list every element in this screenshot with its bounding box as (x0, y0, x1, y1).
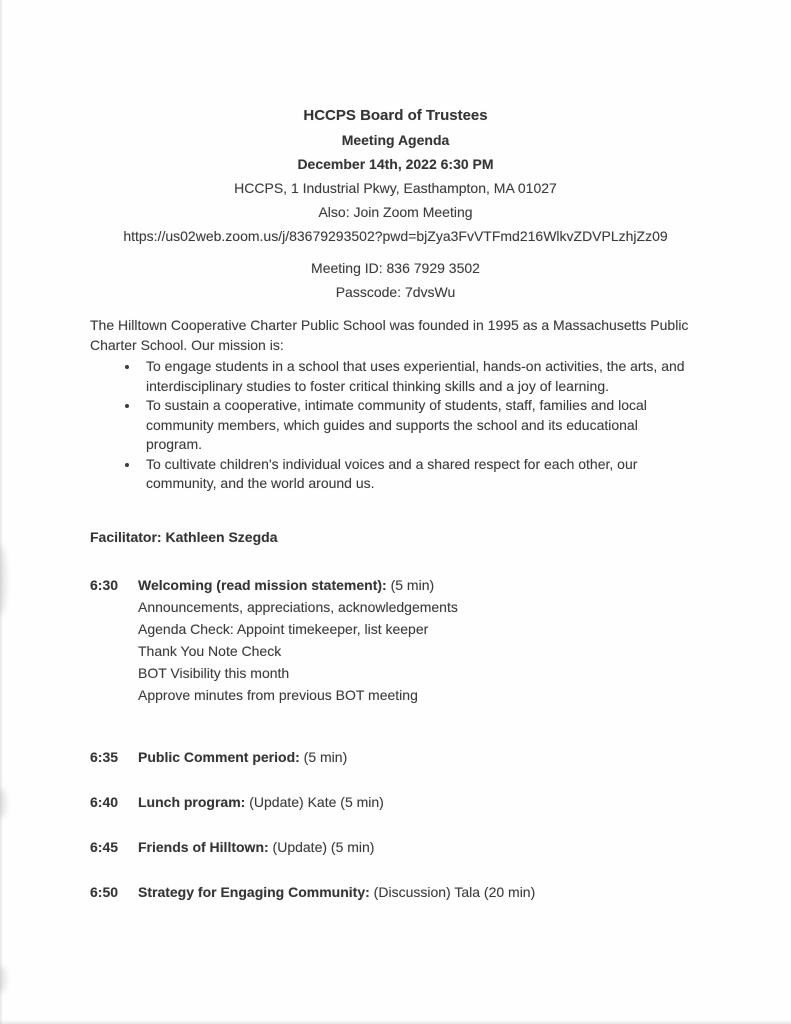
agenda-time: 6:45 (90, 838, 119, 855)
mission-intro: The Hilltown Cooperative Charter Public School was founded in 1995 as a Massachusetts Public Charter School. Our mission is: (90, 317, 689, 353)
agenda-title: Strategy for Engaging Community: (138, 883, 370, 900)
agenda-item (90, 881, 703, 903)
agenda-item (90, 574, 703, 706)
mission-bullet: • To engage students in a school that uses experiential, hands-on activities, the arts, and interdisciplinary studies to foster critical thinking skills and a joy of learning. (140, 357, 691, 396)
doc-datetime: December 14th, 2022 6:30 PM (297, 156, 494, 172)
zoom-join-label: Also: Join Zoom Meeting (318, 204, 473, 220)
meeting-id: Meeting ID: 836 7929 3502 (311, 260, 480, 276)
zoom-url: https://us02web.zoom.us/j/83679293502?pwd=bjZya3FvVTFmd216WlkvZDVPLzhjZz09 (123, 228, 668, 244)
doc-subtitle: Meeting Agenda (341, 132, 450, 148)
agenda-sub-item: Approve minutes from previous BOT meeting (138, 686, 418, 703)
doc-location: HCCPS, 1 Industrial Pkwy, Easthampton, MA 01027 (234, 180, 557, 196)
agenda-text (138, 574, 434, 596)
agenda-item-row (90, 746, 703, 768)
agenda-item (90, 746, 703, 768)
agenda-item-row (90, 881, 703, 903)
agenda-sub-item: Announcements, appreciations, acknowledgements (138, 598, 458, 615)
agenda-sub-item: Thank You Note Check (138, 642, 282, 659)
agenda-sub-item: BOT Visibility this month (138, 664, 290, 681)
agenda-text (138, 791, 384, 813)
meeting-credentials (0, 256, 791, 304)
agenda-time: 6:40 (90, 793, 119, 810)
agenda-text (138, 836, 374, 858)
agenda-sub-item: Agenda Check: Appoint timekeeper, list keeper (138, 620, 429, 637)
agenda-suffix: (Discussion) Tala (20 min) (369, 883, 536, 900)
agenda-time: 6:35 (90, 748, 119, 765)
agenda-list (90, 574, 703, 903)
agenda-time: 6:50 (90, 883, 119, 900)
mission-bullet: • To cultivate children's individual voices and a shared respect for each other, our community, and the world around us. (140, 455, 691, 494)
agenda-suffix: (5 min) (386, 576, 435, 593)
mission-bullet: • To sustain a cooperative, intimate community of students, staff, families and local community members, which guides and supports the school and its educational program. (140, 396, 691, 455)
meeting-passcode: Passcode: 7dvsWu (335, 284, 456, 300)
agenda-text (138, 746, 347, 768)
agenda-item-row (90, 791, 703, 813)
agenda-item (90, 791, 703, 813)
agenda-suffix: (Update) Kate (5 min) (245, 793, 384, 810)
facilitator-line: Facilitator: Kathleen Szegda (90, 528, 278, 545)
document-body (0, 316, 791, 903)
mission-bullet-list (90, 357, 703, 494)
agenda-item (90, 836, 703, 858)
scan-smudge (0, 966, 6, 992)
scan-edge-artifact-bottom (0, 1020, 791, 1024)
agenda-title: Public Comment period: (138, 748, 300, 765)
agenda-suffix: (5 min) (299, 748, 348, 765)
doc-title: HCCPS Board of Trustees (303, 107, 488, 124)
agenda-title: Friends of Hilltown: (138, 838, 269, 855)
agenda-item-row (90, 574, 703, 596)
agenda-title: Welcoming (read mission statement): (138, 576, 387, 593)
agenda-title: Lunch program: (138, 793, 246, 810)
agenda-time: 6:30 (90, 576, 119, 593)
agenda-text (138, 881, 535, 903)
document-header (0, 104, 791, 248)
agenda-item-row (90, 836, 703, 858)
agenda-suffix: (Update) (5 min) (268, 838, 375, 855)
